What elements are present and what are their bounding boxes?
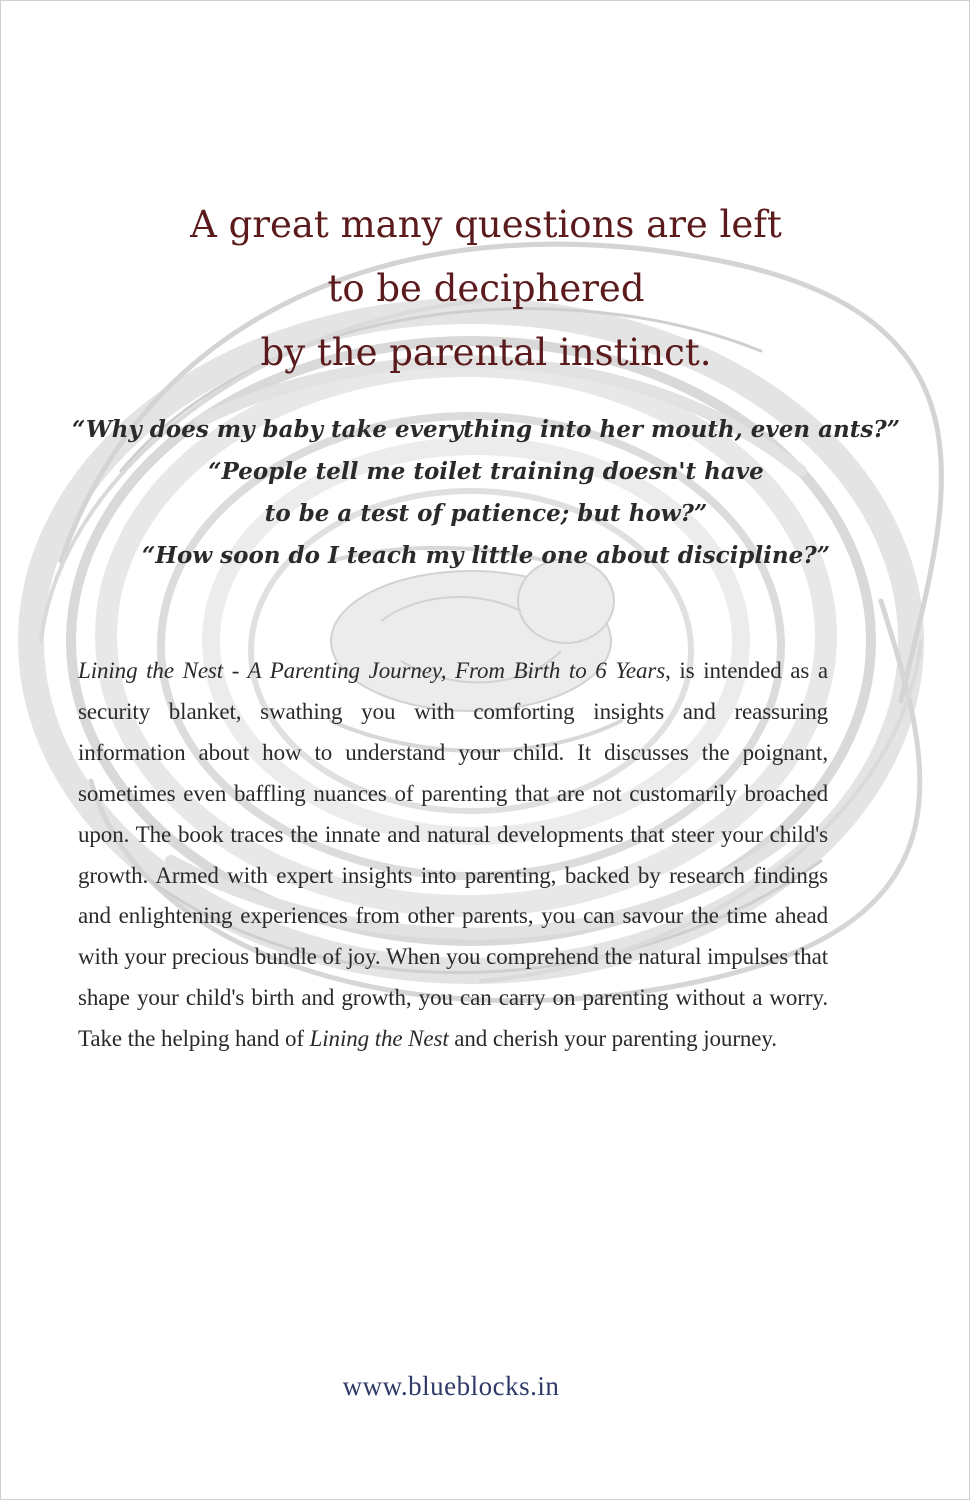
question-line: “People tell me toilet training doesn't have [208, 458, 764, 485]
description-text-part-2: and cherish your parenting journey. [448, 1026, 777, 1052]
headline-line-2: to be deciphered [327, 267, 645, 310]
publisher-website: www.blueblocks.in [342, 1371, 560, 1401]
description-text-part-1: , is intended as a security blanket, swathing you with comforting insights and reassuring information about how to understand your child. It discusses the poignant, sometimes even baffling nuances of parenting that are not customarily broached upon. The book traces the innate and natural developments that steer your child's growth. Armed with expert insights into parenting, backed by research findings and enlightening experiences from other parents, you can savour the time ahead with your precious bundle of joy. When you comprehend the natural impulses that shape your child's birth and growth, you can carry on parenting without a worry. Take the helping hand of [78, 658, 828, 1052]
book-description [78, 651, 828, 1060]
headline-line-3: by the parental instinct. [260, 331, 712, 374]
book-short-title-italic: Lining the Nest [309, 1026, 449, 1052]
parent-questions [1, 409, 970, 577]
book-title-italic: Lining the Nest - A Parenting Journey, From Birth to 6 Years [78, 658, 666, 683]
question-line: “How soon do I teach my little one about discipline?” [142, 542, 830, 569]
question-line: to be a test of patience; but how?” [264, 500, 708, 527]
headline [1, 193, 970, 385]
headline-line-1: A great many questions are left [190, 203, 782, 246]
question-line: “Why does my baby take everything into her mouth, even ants?” [72, 416, 900, 443]
